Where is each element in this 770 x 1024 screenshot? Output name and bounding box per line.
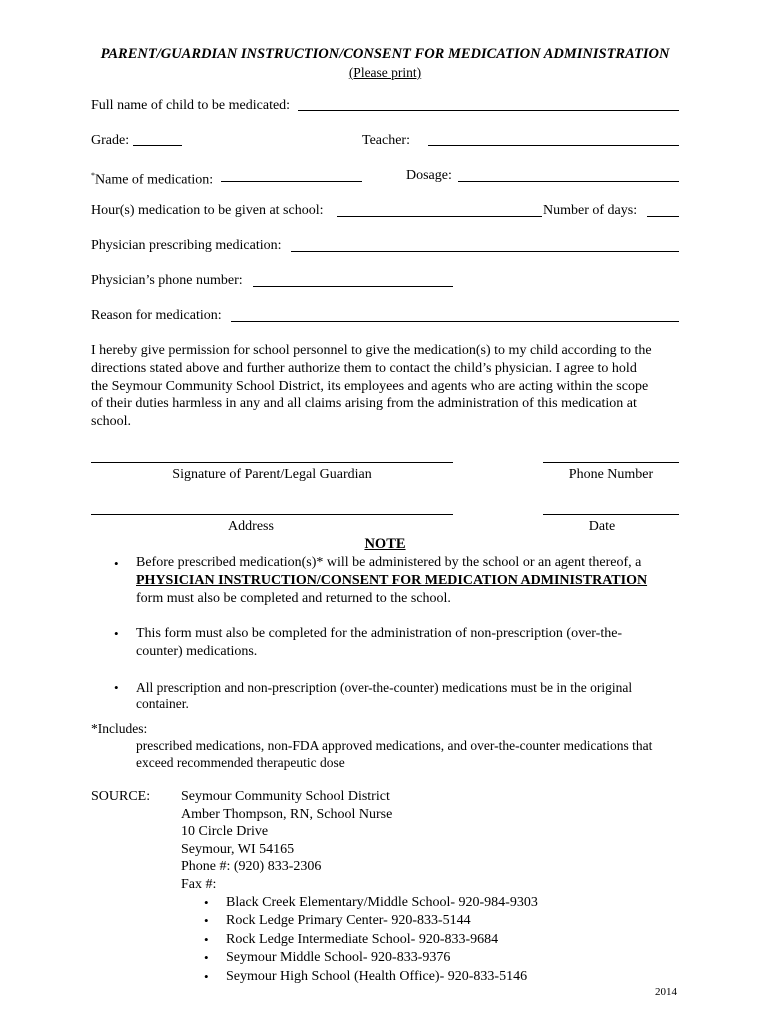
grade-label: Grade: — [91, 133, 130, 148]
phone-number-label: Phone Number — [568, 467, 654, 482]
physician-label: Physician prescribing medication: — [91, 238, 282, 253]
phone-number-field[interactable] — [543, 462, 679, 463]
consent-paragraph — [91, 342, 691, 431]
source-label: SOURCE: — [91, 789, 151, 804]
child-name-label: Full name of child to be medicated: — [91, 98, 291, 113]
note-bullet-1-line-1: Before prescribed medication(s)* will be administered by the school or an agent thereof, a — [136, 555, 642, 570]
fax-list-item: Rock Ledge Intermediate School- 920-833-9684 — [226, 932, 499, 947]
bullet-icon: • — [204, 895, 209, 910]
signature-label: Signature of Parent/Legal Guardian — [172, 467, 372, 482]
reason-field[interactable] — [231, 321, 679, 322]
fax-list-item: Rock Ledge Primary Center- 920-833-5144 — [226, 913, 471, 928]
bullet-icon: • — [204, 913, 209, 928]
reason-label: Reason for medication: — [91, 308, 222, 323]
bullet-icon: • — [204, 932, 209, 947]
form-title: PARENT/GUARDIAN INSTRUCTION/CONSENT FOR MEDICATION ADMINISTRATION — [100, 46, 670, 62]
consent-line: I hereby give permission for school personnel to give the medication(s) to my child according to the — [91, 343, 652, 358]
source-line: Seymour, WI 54165 — [181, 842, 295, 857]
physician-phone-label: Physician’s phone number: — [91, 273, 243, 288]
source-line: Seymour Community School District — [181, 789, 390, 804]
dosage-label: Dosage: — [406, 168, 452, 183]
note-bullet-3-line-1: All prescription and non-prescription (over-the-counter) medications must be in the original — [136, 680, 633, 695]
bullet-icon: • — [204, 950, 209, 965]
fax-list-item: Seymour High School (Health Office)- 920-833-5146 — [226, 969, 528, 984]
fax-list-item: Black Creek Elementary/Middle School- 920-984-9303 — [226, 895, 538, 910]
days-label: Number of days: — [543, 203, 638, 218]
bullet-icon: • — [114, 556, 119, 571]
bullet-icon: • — [114, 680, 119, 695]
medication-name-label — [91, 167, 213, 190]
teacher-field[interactable] — [428, 145, 679, 146]
consent-line: school. — [91, 414, 132, 430]
hours-label: Hour(s) medication to be given at school: — [91, 203, 324, 218]
physician-field[interactable] — [291, 251, 679, 252]
source-line: Phone #: (920) 833-2306 — [181, 859, 322, 874]
date-label: Date — [588, 519, 616, 534]
footer-year: 2014 — [655, 986, 677, 998]
note-bullet-1-line-2: PHYSICIAN INSTRUCTION/CONSENT FOR MEDICATION ADMINISTRATION — [136, 573, 648, 588]
teacher-label: Teacher: — [362, 133, 410, 148]
fax-list-item: Seymour Middle School- 920-833-9376 — [226, 950, 451, 965]
note-bullet-1-line-3: form must also be completed and returned to the school. — [136, 591, 451, 606]
hours-field[interactable] — [337, 216, 542, 217]
consent-line: of their duties harmless in any and all claims arising from the administration of this medication at — [91, 396, 637, 412]
child-name-field[interactable] — [298, 110, 679, 111]
dosage-field[interactable] — [458, 181, 679, 182]
note-bullet-2-line-1: This form must also be completed for the administration of non-prescription (over-the- — [136, 626, 623, 641]
note-bullet-3-line-2: container. — [136, 696, 189, 711]
source-line: Amber Thompson, RN, School Nurse — [181, 807, 393, 822]
grade-field[interactable] — [133, 145, 182, 146]
date-field[interactable] — [543, 514, 679, 515]
physician-phone-field[interactable] — [253, 286, 453, 287]
signature-field[interactable] — [91, 462, 453, 463]
days-field[interactable] — [647, 216, 679, 217]
note-bullet-2-line-2: counter) medications. — [136, 644, 258, 659]
address-label: Address — [228, 519, 274, 534]
includes-line-2: exceed recommended therapeutic dose — [136, 755, 345, 770]
address-field[interactable] — [91, 514, 453, 515]
source-line: Fax #: — [181, 877, 217, 892]
source-line: 10 Circle Drive — [181, 824, 269, 839]
bullet-icon: • — [204, 969, 209, 984]
asterisk-mark: * — [91, 171, 95, 180]
medication-name-field[interactable] — [221, 181, 362, 182]
consent-line: directions stated above and further authorize them to contact the child’s physician. I agree to hold — [91, 360, 637, 376]
consent-line: the Seymour Community School District, its employees and agents who are acting within the scope — [91, 378, 649, 394]
medication-name-text: Name of medication: — [95, 172, 214, 188]
includes-line-1: prescribed medications, non-FDA approved medications, and over-the-counter medications that — [136, 738, 653, 753]
includes-label: *Includes: — [91, 721, 148, 736]
form-subtitle: (Please print) — [348, 65, 422, 80]
note-title: NOTE — [364, 536, 406, 552]
bullet-icon: • — [114, 626, 119, 641]
